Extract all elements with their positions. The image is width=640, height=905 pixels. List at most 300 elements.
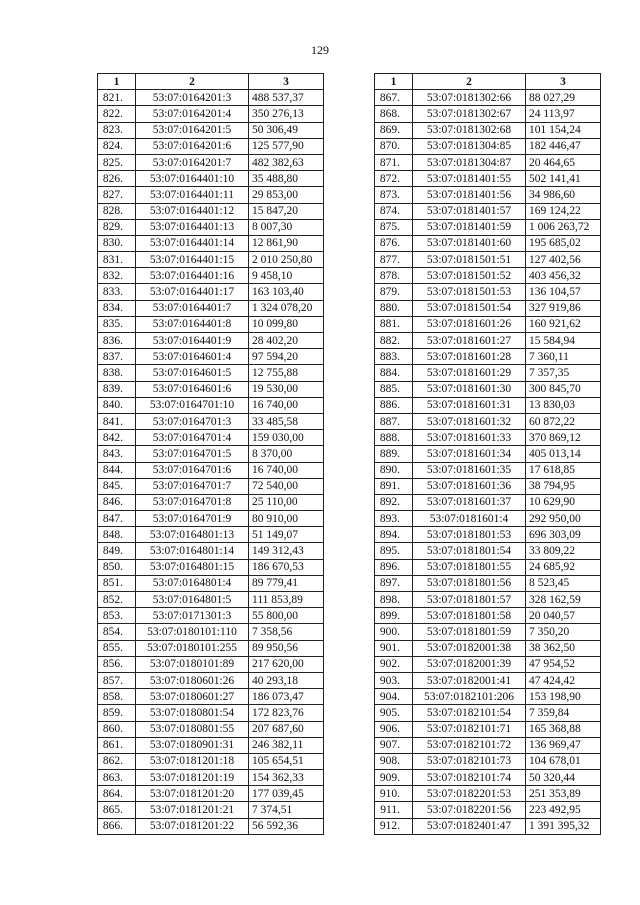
cadastral-number: 53:07:0181201:20 bbox=[136, 786, 249, 802]
cadastral-value: 89 779,41 bbox=[249, 575, 324, 591]
cadastral-number: 53:07:0180101:255 bbox=[136, 640, 249, 656]
row-number: 895. bbox=[375, 543, 413, 559]
cadastral-value: 165 368,88 bbox=[526, 721, 601, 737]
cadastral-number: 53:07:0164201:3 bbox=[136, 90, 249, 106]
cadastral-value: 47 954,52 bbox=[526, 656, 601, 672]
row-number: 870. bbox=[375, 138, 413, 154]
table-row bbox=[375, 559, 601, 575]
table-row bbox=[98, 672, 324, 688]
table-row bbox=[375, 753, 601, 769]
row-number: 900. bbox=[375, 624, 413, 640]
cadastral-number: 53:07:0181401:57 bbox=[413, 203, 526, 219]
table-row bbox=[375, 171, 601, 187]
table-row bbox=[375, 818, 601, 834]
table-row bbox=[98, 268, 324, 284]
cadastral-value: 169 124,22 bbox=[526, 203, 601, 219]
table-row bbox=[98, 656, 324, 672]
table-row bbox=[98, 187, 324, 203]
cadastral-value: 403 456,32 bbox=[526, 268, 601, 284]
cadastral-value: 20 464,65 bbox=[526, 154, 601, 170]
cadastral-number: 53:07:0181201:19 bbox=[136, 770, 249, 786]
cadastral-value: 177 039,45 bbox=[249, 786, 324, 802]
cadastral-value: 350 276,13 bbox=[249, 106, 324, 122]
cadastral-number: 53:07:0180601:27 bbox=[136, 689, 249, 705]
cadastral-number: 53:07:0164601:6 bbox=[136, 381, 249, 397]
cadastral-number: 53:07:0182201:53 bbox=[413, 786, 526, 802]
cadastral-number: 53:07:0181801:59 bbox=[413, 624, 526, 640]
row-number: 893. bbox=[375, 511, 413, 527]
row-number: 823. bbox=[98, 122, 136, 138]
table-row bbox=[98, 737, 324, 753]
row-number: 880. bbox=[375, 300, 413, 316]
cadastral-number: 53:07:0164401:12 bbox=[136, 203, 249, 219]
row-number: 878. bbox=[375, 268, 413, 284]
table-row bbox=[98, 316, 324, 332]
row-number: 875. bbox=[375, 219, 413, 235]
table-row bbox=[375, 413, 601, 429]
cadastral-value: 56 592,36 bbox=[249, 818, 324, 834]
cadastral-value: 33 485,58 bbox=[249, 413, 324, 429]
row-number: 903. bbox=[375, 672, 413, 688]
cadastral-number: 53:07:0181401:60 bbox=[413, 235, 526, 251]
cadastral-value: 104 678,01 bbox=[526, 753, 601, 769]
cadastral-value: 696 303,09 bbox=[526, 527, 601, 543]
cadastral-value: 300 845,70 bbox=[526, 381, 601, 397]
cadastral-number: 53:07:0164801:13 bbox=[136, 527, 249, 543]
cadastral-value: 7 359,84 bbox=[526, 705, 601, 721]
cadastral-value: 88 027,29 bbox=[526, 90, 601, 106]
cadastral-value: 217 620,00 bbox=[249, 656, 324, 672]
row-number: 876. bbox=[375, 235, 413, 251]
row-number: 822. bbox=[98, 106, 136, 122]
row-number: 909. bbox=[375, 770, 413, 786]
row-number: 901. bbox=[375, 640, 413, 656]
cadastral-number: 53:07:0181601:32 bbox=[413, 413, 526, 429]
cadastral-value: 72 540,00 bbox=[249, 478, 324, 494]
row-number: 841. bbox=[98, 413, 136, 429]
cadastral-value: 55 800,00 bbox=[249, 608, 324, 624]
row-number: 886. bbox=[375, 397, 413, 413]
cadastral-value: 29 853,00 bbox=[249, 187, 324, 203]
table-row bbox=[375, 219, 601, 235]
row-number: 883. bbox=[375, 349, 413, 365]
table-row bbox=[98, 284, 324, 300]
row-number: 853. bbox=[98, 608, 136, 624]
cadastral-number: 53:07:0164801:15 bbox=[136, 559, 249, 575]
cadastral-number: 53:07:0164701:7 bbox=[136, 478, 249, 494]
row-number: 825. bbox=[98, 154, 136, 170]
cadastral-number: 53:07:0181601:26 bbox=[413, 316, 526, 332]
cadastral-value: 186 073,47 bbox=[249, 689, 324, 705]
row-number: 889. bbox=[375, 446, 413, 462]
row-number: 861. bbox=[98, 737, 136, 753]
row-number: 854. bbox=[98, 624, 136, 640]
cadastral-value: 8 007,30 bbox=[249, 219, 324, 235]
row-number: 831. bbox=[98, 252, 136, 268]
cadastral-number: 53:07:0180801:54 bbox=[136, 705, 249, 721]
table-row bbox=[98, 478, 324, 494]
cadastral-number: 53:07:0181801:56 bbox=[413, 575, 526, 591]
table-row bbox=[98, 381, 324, 397]
cadastral-number: 53:07:0182101:54 bbox=[413, 705, 526, 721]
row-number: 885. bbox=[375, 381, 413, 397]
cadastral-value: 182 446,47 bbox=[526, 138, 601, 154]
table-row bbox=[98, 608, 324, 624]
cadastral-value: 328 162,59 bbox=[526, 592, 601, 608]
cadastral-number: 53:07:0181601:29 bbox=[413, 365, 526, 381]
table-row bbox=[98, 413, 324, 429]
cadastral-value: 25 110,00 bbox=[249, 494, 324, 510]
table-row bbox=[375, 511, 601, 527]
cadastral-value: 172 823,76 bbox=[249, 705, 324, 721]
cadastral-number: 53:07:0164701:4 bbox=[136, 430, 249, 446]
row-number: 846. bbox=[98, 494, 136, 510]
cadastral-value: 136 969,47 bbox=[526, 737, 601, 753]
cadastral-number: 53:07:0182101:71 bbox=[413, 721, 526, 737]
row-number: 908. bbox=[375, 753, 413, 769]
table-row bbox=[98, 592, 324, 608]
cadastral-value: 8 370,00 bbox=[249, 446, 324, 462]
cadastral-value: 15 584,94 bbox=[526, 333, 601, 349]
row-number: 879. bbox=[375, 284, 413, 300]
cadastral-number: 53:07:0182001:39 bbox=[413, 656, 526, 672]
row-number: 848. bbox=[98, 527, 136, 543]
cadastral-value: 101 154,24 bbox=[526, 122, 601, 138]
cadastral-number: 53:07:0181302:66 bbox=[413, 90, 526, 106]
row-number: 827. bbox=[98, 187, 136, 203]
cadastral-number: 53:07:0181601:30 bbox=[413, 381, 526, 397]
table-row bbox=[98, 203, 324, 219]
table-row bbox=[375, 494, 601, 510]
table-row bbox=[375, 478, 601, 494]
row-number: 890. bbox=[375, 462, 413, 478]
cadastral-number: 53:07:0181501:51 bbox=[413, 252, 526, 268]
cadastral-number: 53:07:0164701:8 bbox=[136, 494, 249, 510]
cadastral-number: 53:07:0164401:15 bbox=[136, 252, 249, 268]
cadastral-value: 50 320,44 bbox=[526, 770, 601, 786]
cadastral-value: 16 740,00 bbox=[249, 462, 324, 478]
cadastral-number: 53:07:0181201:21 bbox=[136, 802, 249, 818]
row-number: 862. bbox=[98, 753, 136, 769]
cadastral-value: 80 910,00 bbox=[249, 511, 324, 527]
cadastral-value: 7 360,11 bbox=[526, 349, 601, 365]
table-row bbox=[98, 300, 324, 316]
cadastral-value: 149 312,43 bbox=[249, 543, 324, 559]
cadastral-number: 53:07:0181801:55 bbox=[413, 559, 526, 575]
table-row bbox=[375, 786, 601, 802]
cadastral-value: 7 374,51 bbox=[249, 802, 324, 818]
cadastral-value: 10 099,80 bbox=[249, 316, 324, 332]
cadastral-number: 53:07:0182101:73 bbox=[413, 753, 526, 769]
table-row bbox=[375, 203, 601, 219]
table-row bbox=[98, 171, 324, 187]
table-row bbox=[98, 624, 324, 640]
cadastral-value: 16 740,00 bbox=[249, 397, 324, 413]
table-row bbox=[375, 235, 601, 251]
cadastral-number: 53:07:0181801:57 bbox=[413, 592, 526, 608]
cadastral-number: 53:07:0181302:68 bbox=[413, 122, 526, 138]
cadastral-value: 251 353,89 bbox=[526, 786, 601, 802]
cadastral-number: 53:07:0181801:53 bbox=[413, 527, 526, 543]
cadastral-number: 53:07:0164201:4 bbox=[136, 106, 249, 122]
row-number: 881. bbox=[375, 316, 413, 332]
table-body-right bbox=[375, 90, 601, 835]
row-number: 868. bbox=[375, 106, 413, 122]
header-col-3: 3 bbox=[526, 74, 601, 90]
row-number: 911. bbox=[375, 802, 413, 818]
row-number: 910. bbox=[375, 786, 413, 802]
cadastral-value: 111 853,89 bbox=[249, 592, 324, 608]
row-number: 837. bbox=[98, 349, 136, 365]
table-row bbox=[98, 349, 324, 365]
table-row bbox=[375, 543, 601, 559]
table-row bbox=[375, 252, 601, 268]
cadastral-number: 53:07:0164201:6 bbox=[136, 138, 249, 154]
cadastral-value: 327 919,86 bbox=[526, 300, 601, 316]
table-row bbox=[98, 543, 324, 559]
table-row bbox=[98, 527, 324, 543]
cadastral-value: 207 687,60 bbox=[249, 721, 324, 737]
cadastral-value: 60 872,22 bbox=[526, 413, 601, 429]
row-number: 884. bbox=[375, 365, 413, 381]
table-row bbox=[375, 446, 601, 462]
row-number: 850. bbox=[98, 559, 136, 575]
cadastral-value: 195 685,02 bbox=[526, 235, 601, 251]
row-number: 830. bbox=[98, 235, 136, 251]
row-number: 859. bbox=[98, 705, 136, 721]
cadastral-value: 405 013,14 bbox=[526, 446, 601, 462]
row-number: 882. bbox=[375, 333, 413, 349]
row-number: 838. bbox=[98, 365, 136, 381]
table-row bbox=[375, 592, 601, 608]
row-number: 829. bbox=[98, 219, 136, 235]
table-row bbox=[98, 333, 324, 349]
table-row bbox=[98, 689, 324, 705]
header-row bbox=[375, 74, 601, 90]
header-col-1: 1 bbox=[98, 74, 136, 90]
row-number: 904. bbox=[375, 689, 413, 705]
header-col-2: 2 bbox=[136, 74, 249, 90]
row-number: 898. bbox=[375, 592, 413, 608]
table-row bbox=[375, 721, 601, 737]
table-row bbox=[98, 818, 324, 834]
cadastral-number: 53:07:0181304:87 bbox=[413, 154, 526, 170]
table-row bbox=[98, 753, 324, 769]
cadastral-value: 292 950,00 bbox=[526, 511, 601, 527]
cadastral-value: 125 577,90 bbox=[249, 138, 324, 154]
row-number: 832. bbox=[98, 268, 136, 284]
row-number: 821. bbox=[98, 90, 136, 106]
table-row bbox=[375, 397, 601, 413]
table-row bbox=[98, 235, 324, 251]
row-number: 896. bbox=[375, 559, 413, 575]
cadastral-number: 53:07:0182401:47 bbox=[413, 818, 526, 834]
row-number: 905. bbox=[375, 705, 413, 721]
row-number: 826. bbox=[98, 171, 136, 187]
row-number: 907. bbox=[375, 737, 413, 753]
cadastral-number: 53:07:0180601:26 bbox=[136, 672, 249, 688]
cadastral-value: 153 198,90 bbox=[526, 689, 601, 705]
cadastral-number: 53:07:0164401:8 bbox=[136, 316, 249, 332]
row-number: 874. bbox=[375, 203, 413, 219]
cadastral-number: 53:07:0181601:31 bbox=[413, 397, 526, 413]
row-number: 863. bbox=[98, 770, 136, 786]
table-row bbox=[98, 446, 324, 462]
cadastral-value: 223 492,95 bbox=[526, 802, 601, 818]
row-number: 888. bbox=[375, 430, 413, 446]
row-number: 858. bbox=[98, 689, 136, 705]
cadastral-value: 136 104,57 bbox=[526, 284, 601, 300]
row-number: 828. bbox=[98, 203, 136, 219]
cadastral-number: 53:07:0181401:59 bbox=[413, 219, 526, 235]
row-number: 906. bbox=[375, 721, 413, 737]
row-number: 855. bbox=[98, 640, 136, 656]
cadastral-number: 53:07:0182101:74 bbox=[413, 770, 526, 786]
cadastral-table-left bbox=[97, 73, 324, 835]
row-number: 871. bbox=[375, 154, 413, 170]
cadastral-number: 53:07:0181304:85 bbox=[413, 138, 526, 154]
cadastral-number: 53:07:0181601:33 bbox=[413, 430, 526, 446]
cadastral-number: 53:07:0181601:35 bbox=[413, 462, 526, 478]
cadastral-number: 53:07:0181601:28 bbox=[413, 349, 526, 365]
table-row bbox=[375, 154, 601, 170]
row-number: 899. bbox=[375, 608, 413, 624]
cadastral-number: 53:07:0181601:37 bbox=[413, 494, 526, 510]
row-number: 872. bbox=[375, 171, 413, 187]
cadastral-value: 28 402,20 bbox=[249, 333, 324, 349]
table-row bbox=[98, 640, 324, 656]
table-row bbox=[98, 219, 324, 235]
row-number: 912. bbox=[375, 818, 413, 834]
cadastral-number: 53:07:0164401:17 bbox=[136, 284, 249, 300]
cadastral-number: 53:07:0164801:14 bbox=[136, 543, 249, 559]
cadastral-value: 13 830,03 bbox=[526, 397, 601, 413]
cadastral-value: 246 382,11 bbox=[249, 737, 324, 753]
table-row bbox=[98, 494, 324, 510]
table-row bbox=[375, 802, 601, 818]
cadastral-number: 53:07:0181302:67 bbox=[413, 106, 526, 122]
row-number: 866. bbox=[98, 818, 136, 834]
cadastral-value: 488 537,37 bbox=[249, 90, 324, 106]
row-number: 902. bbox=[375, 656, 413, 672]
cadastral-value: 12 755,88 bbox=[249, 365, 324, 381]
row-number: 887. bbox=[375, 413, 413, 429]
row-number: 839. bbox=[98, 381, 136, 397]
row-number: 897. bbox=[375, 575, 413, 591]
cadastral-value: 1 006 263,72 bbox=[526, 219, 601, 235]
cadastral-number: 53:07:0164401:11 bbox=[136, 187, 249, 203]
table-row bbox=[375, 187, 601, 203]
cadastral-value: 17 618,85 bbox=[526, 462, 601, 478]
cadastral-value: 7 358,56 bbox=[249, 624, 324, 640]
header-row bbox=[98, 74, 324, 90]
cadastral-value: 1 324 078,20 bbox=[249, 300, 324, 316]
row-number: 892. bbox=[375, 494, 413, 510]
table-row bbox=[375, 316, 601, 332]
table-row bbox=[375, 365, 601, 381]
table-row bbox=[375, 284, 601, 300]
cadastral-number: 53:07:0164401:16 bbox=[136, 268, 249, 284]
cadastral-value: 47 424,42 bbox=[526, 672, 601, 688]
row-number: 857. bbox=[98, 672, 136, 688]
table-row bbox=[98, 802, 324, 818]
table-row bbox=[98, 786, 324, 802]
cadastral-number: 53:07:0164801:4 bbox=[136, 575, 249, 591]
cadastral-number: 53:07:0164701:6 bbox=[136, 462, 249, 478]
cadastral-number: 53:07:0164701:9 bbox=[136, 511, 249, 527]
row-number: 834. bbox=[98, 300, 136, 316]
cadastral-number: 53:07:0181501:54 bbox=[413, 300, 526, 316]
table-row bbox=[375, 349, 601, 365]
cadastral-value: 40 293,18 bbox=[249, 672, 324, 688]
table-row bbox=[375, 122, 601, 138]
table-row bbox=[98, 365, 324, 381]
cadastral-value: 89 950,56 bbox=[249, 640, 324, 656]
cadastral-number: 53:07:0182101:206 bbox=[413, 689, 526, 705]
cadastral-number: 53:07:0164701:5 bbox=[136, 446, 249, 462]
table-row bbox=[375, 608, 601, 624]
cadastral-number: 53:07:0181401:56 bbox=[413, 187, 526, 203]
cadastral-number: 53:07:0182001:38 bbox=[413, 640, 526, 656]
row-number: 843. bbox=[98, 446, 136, 462]
cadastral-number: 53:07:0164701:3 bbox=[136, 413, 249, 429]
table-row bbox=[375, 770, 601, 786]
cadastral-number: 53:07:0181601:27 bbox=[413, 333, 526, 349]
cadastral-number: 53:07:0180901:31 bbox=[136, 737, 249, 753]
cadastral-value: 20 040,57 bbox=[526, 608, 601, 624]
table-row bbox=[375, 268, 601, 284]
row-number: 844. bbox=[98, 462, 136, 478]
table-row bbox=[375, 624, 601, 640]
cadastral-value: 7 350,20 bbox=[526, 624, 601, 640]
table-row bbox=[375, 575, 601, 591]
cadastral-number: 53:07:0181601:4 bbox=[413, 511, 526, 527]
cadastral-value: 186 670,53 bbox=[249, 559, 324, 575]
cadastral-value: 154 362,33 bbox=[249, 770, 324, 786]
cadastral-value: 159 030,00 bbox=[249, 430, 324, 446]
table-row bbox=[98, 138, 324, 154]
table-row bbox=[375, 381, 601, 397]
table-row bbox=[98, 575, 324, 591]
cadastral-number: 53:07:0164401:10 bbox=[136, 171, 249, 187]
row-number: 873. bbox=[375, 187, 413, 203]
cadastral-value: 34 986,60 bbox=[526, 187, 601, 203]
cadastral-value: 38 794,95 bbox=[526, 478, 601, 494]
table-row bbox=[375, 462, 601, 478]
table-row bbox=[375, 300, 601, 316]
table-row bbox=[98, 154, 324, 170]
row-number: 842. bbox=[98, 430, 136, 446]
table-row bbox=[98, 511, 324, 527]
cadastral-value: 370 869,12 bbox=[526, 430, 601, 446]
cadastral-value: 10 629,90 bbox=[526, 494, 601, 510]
cadastral-number: 53:07:0181601:36 bbox=[413, 478, 526, 494]
row-number: 856. bbox=[98, 656, 136, 672]
row-number: 845. bbox=[98, 478, 136, 494]
table-row bbox=[375, 640, 601, 656]
cadastral-value: 160 921,62 bbox=[526, 316, 601, 332]
cadastral-value: 163 103,40 bbox=[249, 284, 324, 300]
table-row bbox=[375, 138, 601, 154]
table-row bbox=[375, 106, 601, 122]
table-row bbox=[375, 90, 601, 106]
cadastral-value: 38 362,50 bbox=[526, 640, 601, 656]
row-number: 864. bbox=[98, 786, 136, 802]
table-row bbox=[98, 122, 324, 138]
cadastral-value: 8 523,45 bbox=[526, 575, 601, 591]
table-row bbox=[98, 770, 324, 786]
row-number: 849. bbox=[98, 543, 136, 559]
